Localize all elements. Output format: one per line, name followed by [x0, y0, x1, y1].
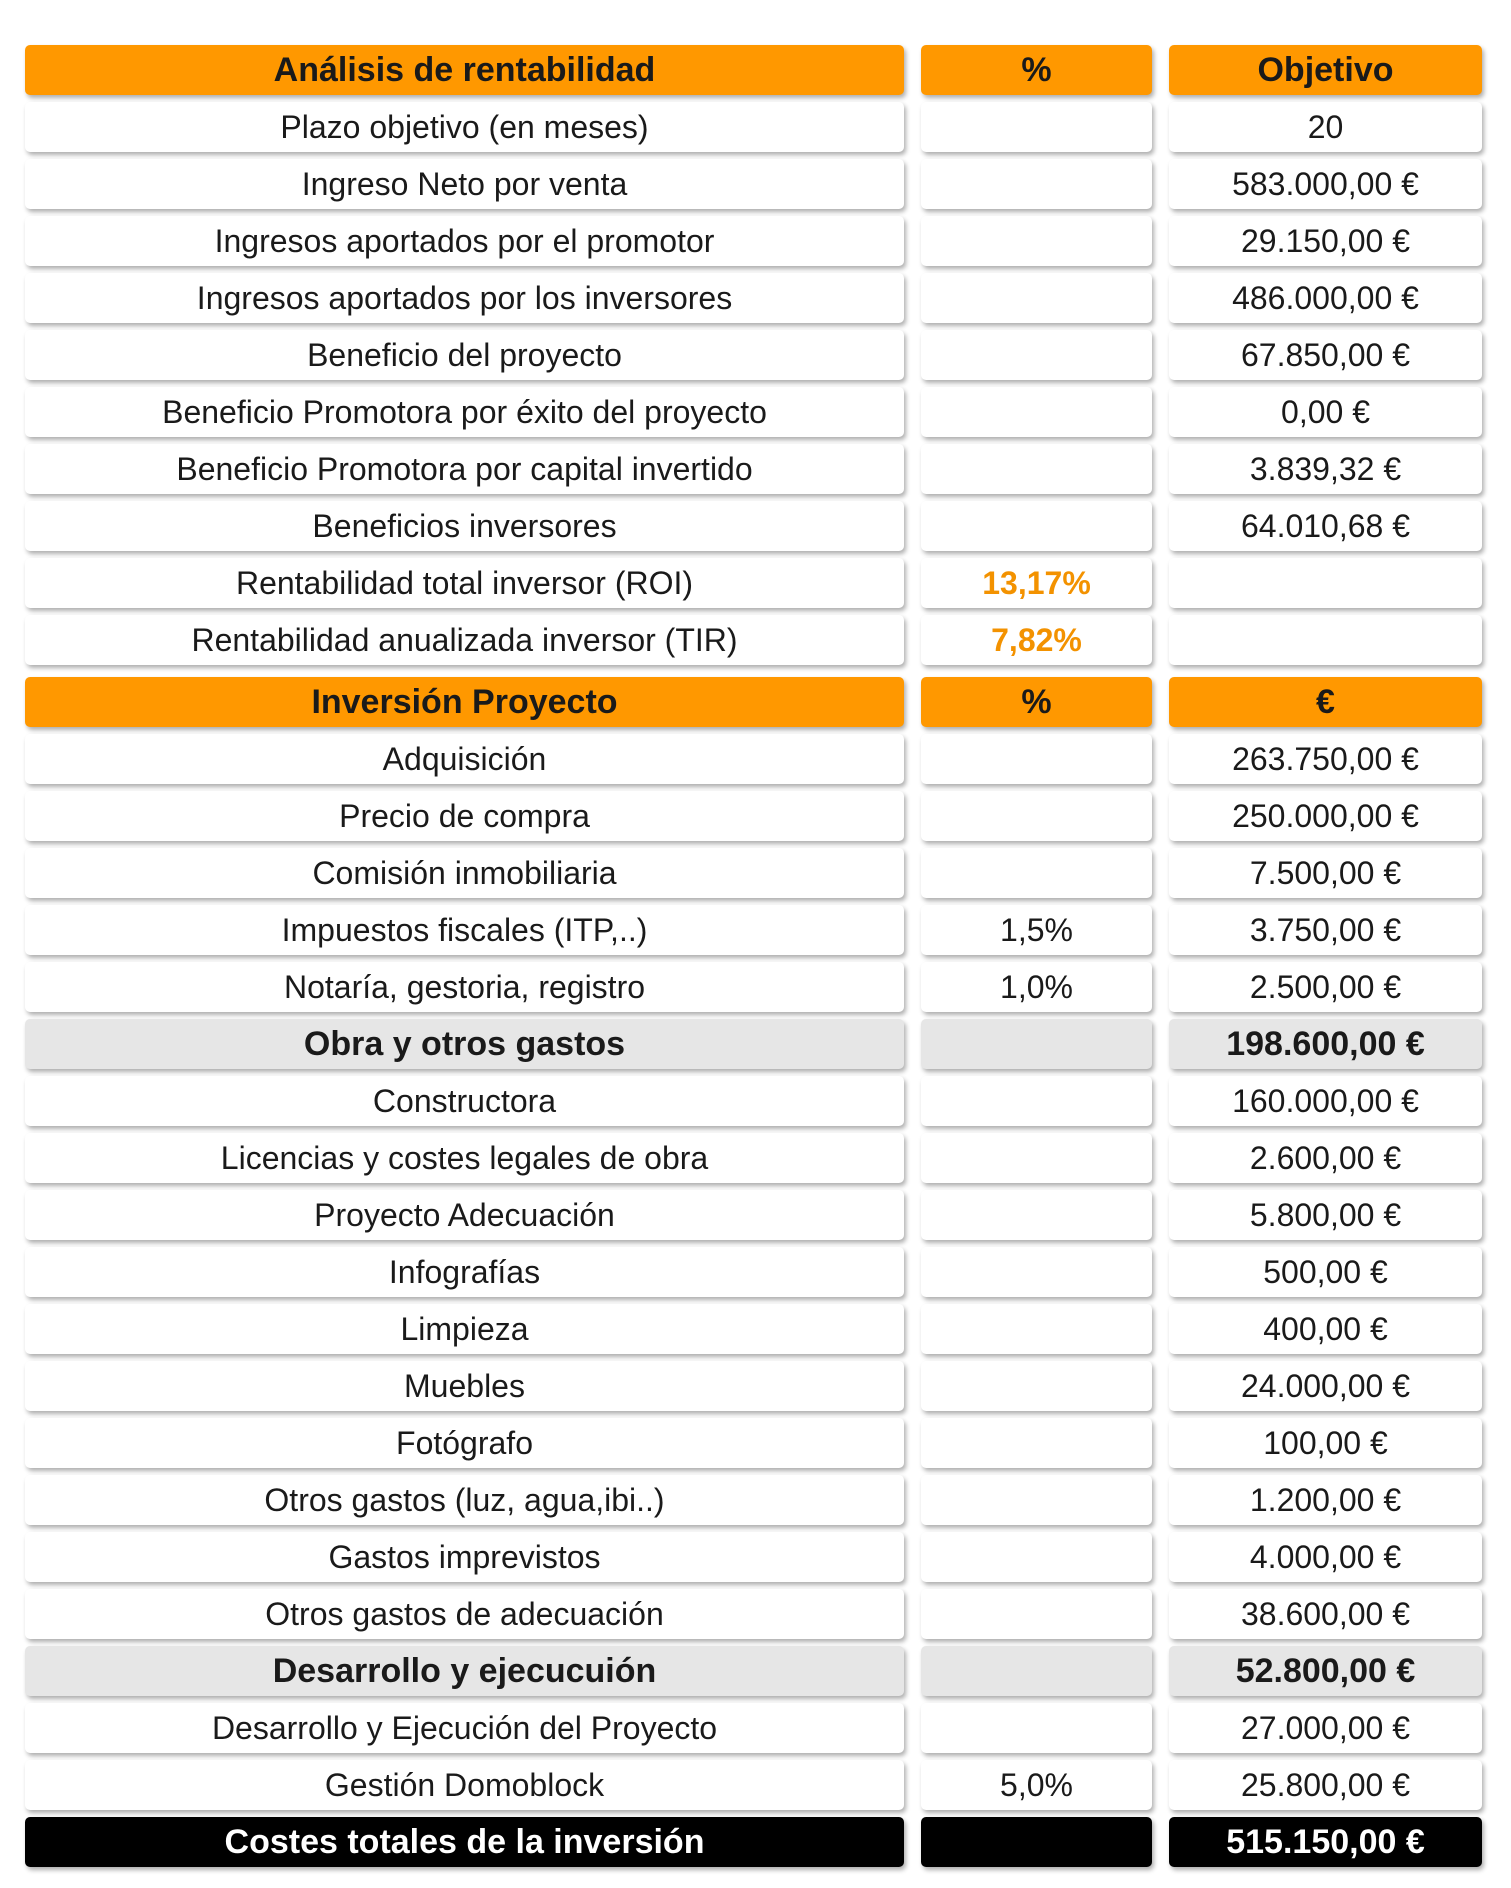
- label-cell: Fotógrafo: [25, 1418, 904, 1468]
- table-row: [25, 1244, 1489, 1301]
- percent-cell: [921, 1475, 1152, 1525]
- section-header-row: [25, 674, 1489, 731]
- amount-cell: Objetivo: [1169, 45, 1482, 95]
- label-cell: Ingreso Neto por venta: [25, 159, 904, 209]
- label-cell: Otros gastos de adecuación: [25, 1589, 904, 1639]
- percent-cell: [921, 1703, 1152, 1753]
- table-row: [25, 99, 1489, 156]
- table-row: [25, 384, 1489, 441]
- percent-cell: [921, 159, 1152, 209]
- label-cell: Plazo objetivo (en meses): [25, 102, 904, 152]
- table-row: [25, 959, 1489, 1016]
- amount-cell: 2.600,00 €: [1169, 1133, 1482, 1183]
- amount-cell: 250.000,00 €: [1169, 791, 1482, 841]
- table-row: [25, 555, 1489, 612]
- amount-cell: 64.010,68 €: [1169, 501, 1482, 551]
- total-row: [25, 1814, 1489, 1871]
- percent-cell: [921, 102, 1152, 152]
- percent-cell: [921, 501, 1152, 551]
- table-row: [25, 1415, 1489, 1472]
- label-cell: Notaría, gestoria, registro: [25, 962, 904, 1012]
- amount-cell: 7.500,00 €: [1169, 848, 1482, 898]
- table-row: [25, 1757, 1489, 1814]
- label-cell: Licencias y costes legales de obra: [25, 1133, 904, 1183]
- label-cell: Constructora: [25, 1076, 904, 1126]
- amount-cell: [1169, 558, 1482, 608]
- percent-cell: [921, 734, 1152, 784]
- amount-cell: 583.000,00 €: [1169, 159, 1482, 209]
- percent-cell: [921, 1304, 1152, 1354]
- amount-cell: 1.200,00 €: [1169, 1475, 1482, 1525]
- label-cell: Beneficio del proyecto: [25, 330, 904, 380]
- percent-cell: [921, 444, 1152, 494]
- table-row: [25, 1529, 1489, 1586]
- label-cell: Desarrollo y Ejecución del Proyecto: [25, 1703, 904, 1753]
- label-cell: Ingresos aportados por los inversores: [25, 273, 904, 323]
- label-cell: Proyecto Adecuación: [25, 1190, 904, 1240]
- percent-cell: [921, 387, 1152, 437]
- table-row: [25, 498, 1489, 555]
- label-cell: Desarrollo y ejecucuión: [25, 1646, 904, 1696]
- amount-cell: 0,00 €: [1169, 387, 1482, 437]
- percent-cell: [921, 1133, 1152, 1183]
- label-cell: Otros gastos (luz, agua,ibi..): [25, 1475, 904, 1525]
- amount-cell: 27.000,00 €: [1169, 1703, 1482, 1753]
- table-row: [25, 156, 1489, 213]
- amount-cell: 3.839,32 €: [1169, 444, 1482, 494]
- amount-cell: 2.500,00 €: [1169, 962, 1482, 1012]
- subtotal-row: [25, 1643, 1489, 1700]
- label-cell: Beneficio Promotora por éxito del proyecto: [25, 387, 904, 437]
- amount-cell: 38.600,00 €: [1169, 1589, 1482, 1639]
- table-row: [25, 1700, 1489, 1757]
- amount-cell: 515.150,00 €: [1169, 1817, 1482, 1867]
- percent-cell: [921, 1019, 1152, 1069]
- amount-cell: 5.800,00 €: [1169, 1190, 1482, 1240]
- table-row: [25, 327, 1489, 384]
- percent-cell: 5,0%: [921, 1760, 1152, 1810]
- percent-cell: %: [921, 45, 1152, 95]
- label-cell: Comisión inmobiliaria: [25, 848, 904, 898]
- percent-cell: 1,0%: [921, 962, 1152, 1012]
- label-cell: Costes totales de la inversión: [25, 1817, 904, 1867]
- percent-cell: [921, 1418, 1152, 1468]
- table-row: [25, 1073, 1489, 1130]
- amount-cell: 486.000,00 €: [1169, 273, 1482, 323]
- label-cell: Muebles: [25, 1361, 904, 1411]
- label-cell: Precio de compra: [25, 791, 904, 841]
- label-cell: Análisis de rentabilidad: [25, 45, 904, 95]
- amount-cell: 160.000,00 €: [1169, 1076, 1482, 1126]
- amount-cell: 29.150,00 €: [1169, 216, 1482, 266]
- table-row: [25, 270, 1489, 327]
- label-cell: Limpieza: [25, 1304, 904, 1354]
- amount-cell: 20: [1169, 102, 1482, 152]
- amount-cell: [1169, 615, 1482, 665]
- amount-cell: 25.800,00 €: [1169, 1760, 1482, 1810]
- amount-cell: 100,00 €: [1169, 1418, 1482, 1468]
- percent-cell: 1,5%: [921, 905, 1152, 955]
- label-cell: Obra y otros gastos: [25, 1019, 904, 1069]
- table-row: [25, 1187, 1489, 1244]
- amount-cell: 24.000,00 €: [1169, 1361, 1482, 1411]
- table-row: [25, 1358, 1489, 1415]
- label-cell: Adquisición: [25, 734, 904, 784]
- percent-cell: 13,17%: [921, 558, 1152, 608]
- amount-cell: 263.750,00 €: [1169, 734, 1482, 784]
- percent-cell: [921, 1589, 1152, 1639]
- section-header-row: [25, 42, 1489, 99]
- amount-cell: 400,00 €: [1169, 1304, 1482, 1354]
- amount-cell: 4.000,00 €: [1169, 1532, 1482, 1582]
- percent-cell: [921, 1076, 1152, 1126]
- percent-cell: [921, 273, 1152, 323]
- percent-cell: [921, 1247, 1152, 1297]
- table-row: [25, 1301, 1489, 1358]
- amount-cell: 3.750,00 €: [1169, 905, 1482, 955]
- amount-cell: €: [1169, 677, 1482, 727]
- table-row: [25, 1130, 1489, 1187]
- profitability-table: [25, 42, 1489, 1871]
- table-row: [25, 1472, 1489, 1529]
- percent-cell: %: [921, 677, 1152, 727]
- amount-cell: 67.850,00 €: [1169, 330, 1482, 380]
- table-row: [25, 788, 1489, 845]
- label-cell: Beneficios inversores: [25, 501, 904, 551]
- amount-cell: 198.600,00 €: [1169, 1019, 1482, 1069]
- amount-cell: 52.800,00 €: [1169, 1646, 1482, 1696]
- percent-cell: [921, 330, 1152, 380]
- table-row: [25, 612, 1489, 669]
- amount-cell: 500,00 €: [1169, 1247, 1482, 1297]
- label-cell: Gastos imprevistos: [25, 1532, 904, 1582]
- percent-cell: [921, 1817, 1152, 1867]
- table-row: [25, 902, 1489, 959]
- percent-cell: [921, 848, 1152, 898]
- table-row: [25, 731, 1489, 788]
- label-cell: Ingresos aportados por el promotor: [25, 216, 904, 266]
- table-row: [25, 213, 1489, 270]
- label-cell: Infografías: [25, 1247, 904, 1297]
- label-cell: Inversión Proyecto: [25, 677, 904, 727]
- label-cell: Beneficio Promotora por capital invertido: [25, 444, 904, 494]
- subtotal-row: [25, 1016, 1489, 1073]
- label-cell: Gestión Domoblock: [25, 1760, 904, 1810]
- percent-cell: 7,82%: [921, 615, 1152, 665]
- percent-cell: [921, 1190, 1152, 1240]
- label-cell: Impuestos fiscales (ITP,..): [25, 905, 904, 955]
- table-row: [25, 441, 1489, 498]
- percent-cell: [921, 216, 1152, 266]
- percent-cell: [921, 1361, 1152, 1411]
- percent-cell: [921, 1646, 1152, 1696]
- table-row: [25, 1586, 1489, 1643]
- percent-cell: [921, 791, 1152, 841]
- table-row: [25, 845, 1489, 902]
- percent-cell: [921, 1532, 1152, 1582]
- label-cell: Rentabilidad total inversor (ROI): [25, 558, 904, 608]
- label-cell: Rentabilidad anualizada inversor (TIR): [25, 615, 904, 665]
